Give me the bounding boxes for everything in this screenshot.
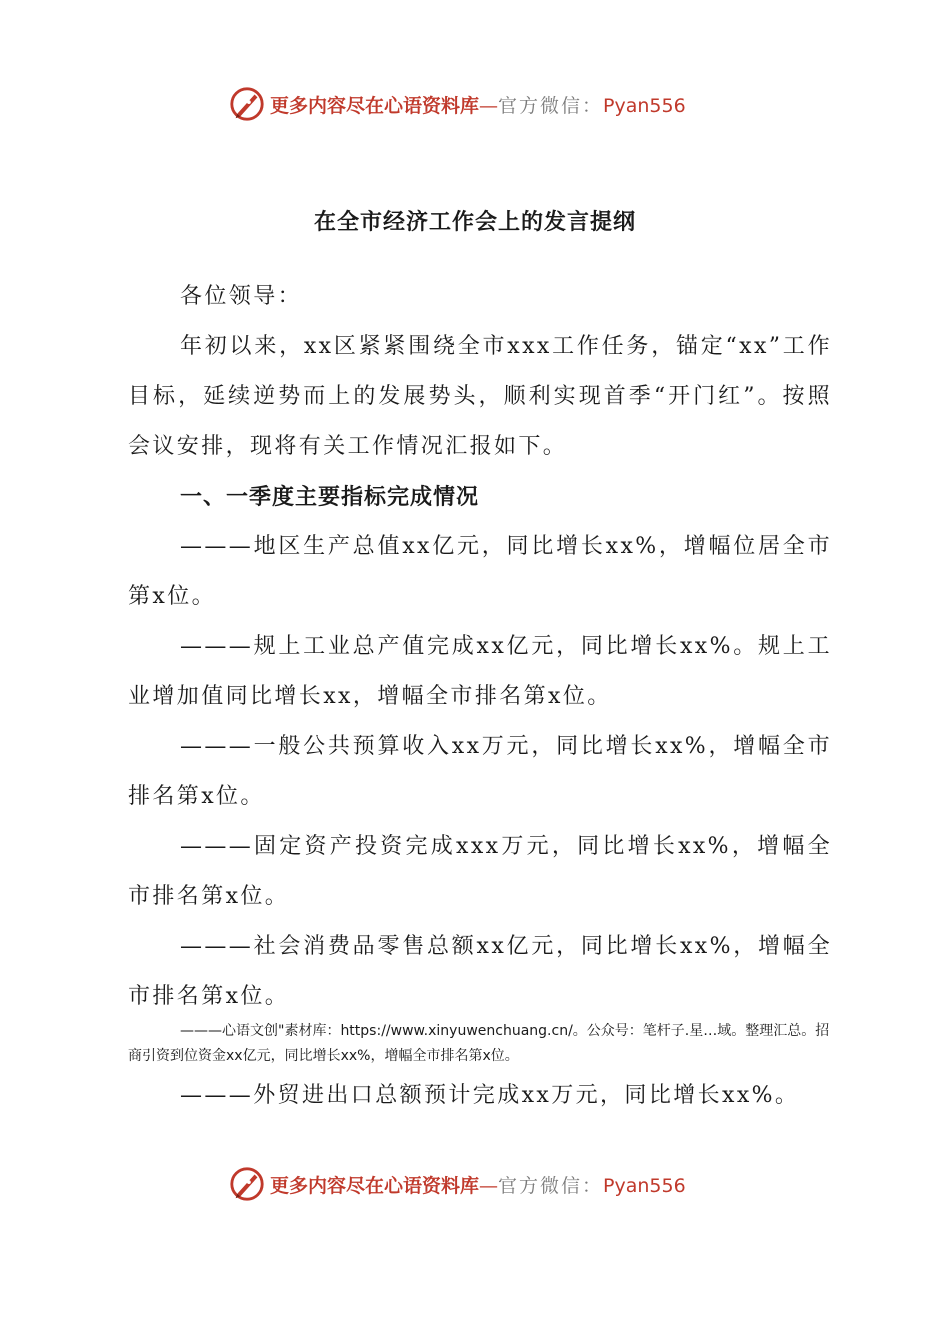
section-heading: 一、一季度主要指标完成情况 (180, 484, 480, 510)
indicator-item-last: ———外贸进出口总额预计完成xx万元，同比增长xx%。 (180, 1083, 800, 1108)
banner-main-text: 更多内容尽在心语资料库 (270, 94, 480, 117)
indicator-item: ———规上工业总产值完成xx亿元，同比增长xx%。规上工业增加值同比增长xx，增幅全市排名第x位。 (128, 634, 832, 709)
banner-main-text: 更多内容尽在心语资料库 (270, 1174, 480, 1197)
indicator-item: ———地区生产总值xx亿元，同比增长xx%，增幅位居全市第x位。 (128, 534, 832, 609)
banner-label: 官方微信： (498, 94, 604, 117)
header-banner (228, 84, 728, 124)
banner-label: 官方微信： (498, 1174, 604, 1197)
intro-paragraph: 年初以来，xx区紧紧围绕全市xxx工作任务，锚定“xx”工作目标，延续逆势而上的发展势头，顺利实现首季“开门红”。按照会议安排，现将有关工作情况汇报如下。 (128, 334, 832, 459)
pen-logo-icon (228, 85, 266, 123)
banner-text (270, 91, 686, 118)
banner-dash: — (479, 1174, 499, 1197)
indicator-item: ———一般公共预算收入xx万元，同比增长xx%，增幅全市排名第x位。 (128, 734, 832, 809)
pen-logo-icon (228, 1165, 266, 1203)
banner-text (270, 1171, 686, 1198)
greeting: 各位领导： (180, 284, 303, 309)
banner-wechat-id: Pyan556 (603, 1174, 686, 1197)
footer-banner (228, 1164, 728, 1204)
indicator-item: ———社会消费品零售总额xx亿元，同比增长xx%，增幅全市排名第x位。 (128, 934, 832, 1009)
indicator-item: ———固定资产投资完成xxx万元，同比增长xx%，增幅全市排名第x位。 (128, 834, 832, 909)
banner-dash: — (479, 94, 499, 117)
banner-wechat-id: Pyan556 (603, 94, 686, 117)
document-title: 在全市经济工作会上的发言提纲 (313, 209, 636, 235)
small-note: ———心语文创"素材库：https://www.xinyuwenchuang.cn/。公众号：笔杆子.星…域。整理汇总。招商引资到位资金xx亿元，同比增长xx%，增幅全市排名第x位。 (128, 1023, 830, 1064)
